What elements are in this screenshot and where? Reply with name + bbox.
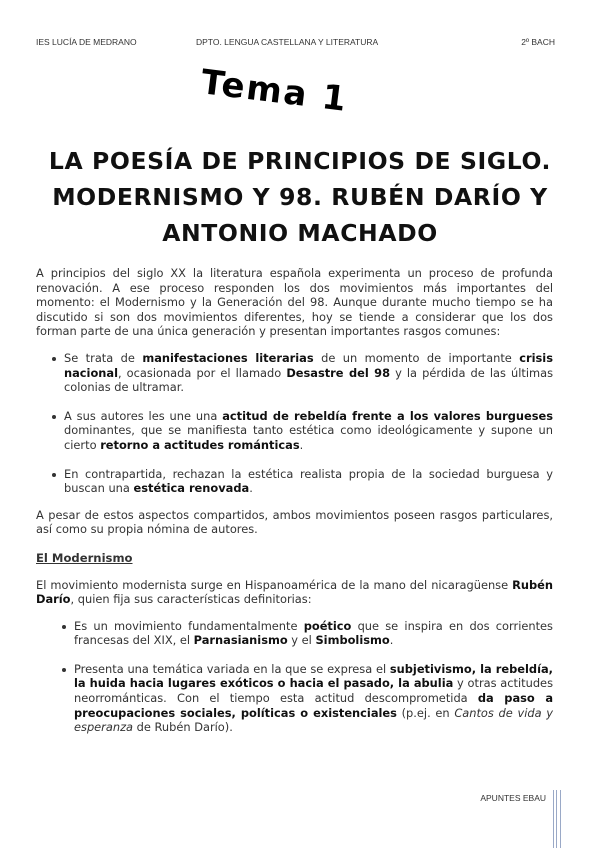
bold-text: Simbolismo (315, 633, 390, 648)
text-run: En contrapartida, rechazan la estética realista propia de la sociedad burguesa y buscan una (64, 466, 553, 496)
text-run: El movimiento modernista surge en Hispanoamérica de la mano del nicaragüense (36, 577, 513, 592)
common-traits-list (36, 351, 553, 496)
course-label: 2º BACH (521, 37, 555, 47)
footer-decorative-bar (553, 790, 561, 848)
tema-heading: Tema 1 (198, 62, 351, 120)
text-run: dominantes, que se manifiesta tanto estética como ideológicamente y supone un cierto (64, 423, 553, 452)
bold-text: Parnasianismo (193, 633, 288, 648)
list-item (50, 467, 553, 496)
bold-text: Rubén Darío (36, 577, 553, 607)
bold-text: manifestaciones literarias (142, 350, 314, 365)
list-item (50, 351, 553, 395)
modernismo-traits-list (36, 619, 553, 735)
italic-text: Cantos de vida y esperanza (74, 705, 553, 735)
section-heading-modernismo: El Modernismo (36, 550, 133, 565)
text-run: y otras actitudes neorrománticas. Con el tiempo esta actitud descomprometida (74, 676, 554, 706)
text-run: (p.ej. en (396, 705, 455, 720)
list-item (62, 662, 553, 735)
bold-text: subjetivismo, la rebeldía, la huida hacia lugares exóticos o hacia el pasado, la abulia (74, 661, 554, 691)
text-run: , ocasionada por el llamado (117, 365, 287, 380)
bold-text: da paso a preocupaciones sociales, políticas o existenciales (74, 691, 554, 720)
text-run: A sus autores les une una (64, 408, 223, 423)
bold-text: estética renovada (133, 481, 250, 496)
text-run: de un momento de importante (313, 350, 520, 365)
bold-text: retorno a actitudes románticas (100, 437, 300, 452)
text-run: Se trata de (64, 350, 143, 365)
page-header (36, 37, 555, 51)
text-run: y la pérdida de las últimas colonias de ultramar. (64, 365, 553, 395)
bold-text: poético (303, 618, 352, 633)
text-run: Presenta una temática variada en la que se expresa el (74, 661, 390, 676)
list-item (62, 619, 553, 648)
text-run: . (249, 481, 253, 496)
text-run: de Rubén Darío). (133, 720, 233, 735)
text-run: . (299, 437, 304, 452)
intro-paragraph: A principios del siglo XX la literatura española experimenta un proceso de profunda renovación. A ese proceso responden los dos movimientos más importantes del momento: el Modernismo y la Generación del 98. Aunque durante mucho tiempo se ha discutido si son dos movimientos diferentes, hoy se tiende a considerar que los dos forman parte de una única generación y presentan importantes rasgos comunes: (36, 266, 553, 339)
bold-text: Desastre del 98 (286, 365, 390, 380)
school-name: IES LUCÍA DE MEDRANO (36, 37, 137, 47)
list-item (50, 409, 553, 453)
text-run: Es un movimiento fundamentalmente (74, 618, 304, 633)
bold-text: actitud de rebeldía frente a los valores burgueses (222, 408, 553, 423)
text-run: y el (287, 633, 316, 648)
closing-paragraph: A pesar de estos aspectos compartidos, ambos movimientos poseen rasgos particulares, así como su propia nómina de autores. (36, 507, 553, 537)
page-title: LA POESÍA DE PRINCIPIOS DE SIGLO. MODERNISMO Y 98. RUBÉN DARÍO Y ANTONIO MACHADO (48, 147, 552, 247)
department-name: DPTO. LENGUA CASTELLANA Y LITERATURA (196, 37, 379, 47)
text-run: , quien fija sus características definitorias: (70, 592, 312, 607)
page-footer: APUNTES EBAU (480, 793, 546, 803)
bold-text: crisis nacional (64, 350, 553, 380)
document-body (36, 266, 553, 749)
text-run: que se inspira en dos corrientes francesas del XIX, el (74, 618, 553, 648)
text-run: . (389, 633, 394, 648)
modernismo-intro-paragraph (36, 578, 553, 607)
